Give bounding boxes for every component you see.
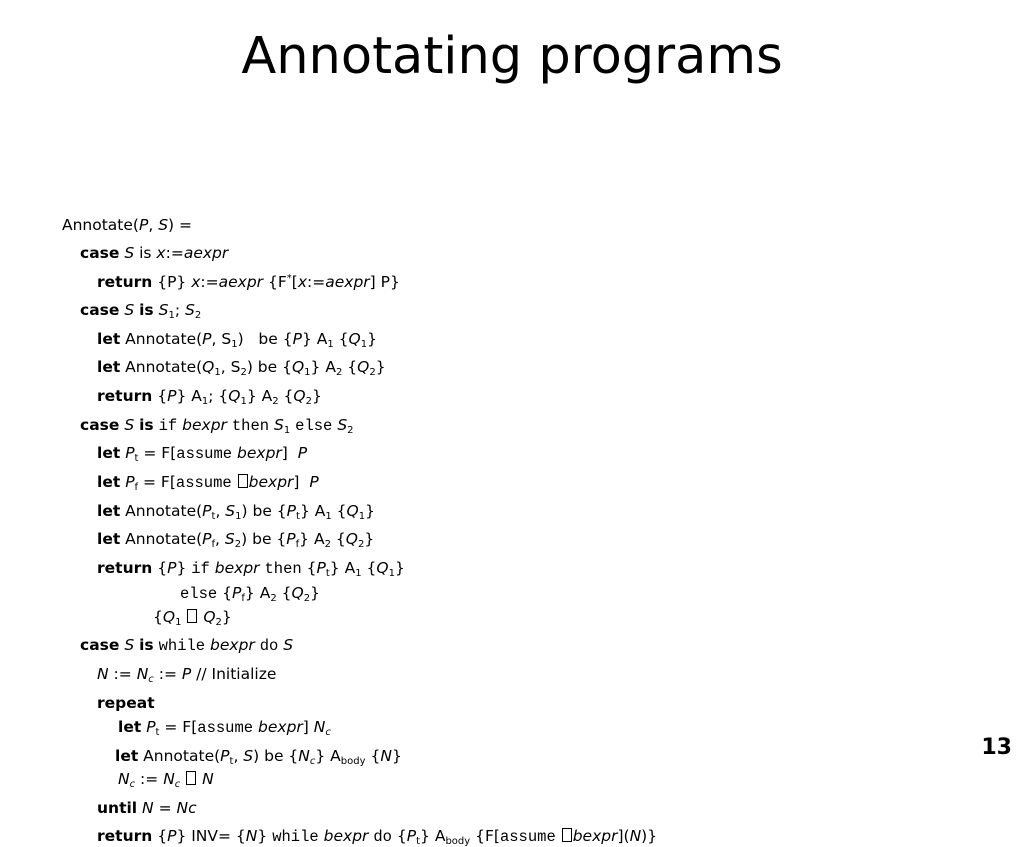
code-line-13: return {P} if bexpr then $\{P_t\}$ $A_1$ $\{Q_1\}$ (97, 559, 405, 579)
code-line-23: return {P} INV= {N} while bexpr do $\{P_t\}$ $A_{body}$ {F[assume bexpr](N)} (97, 827, 658, 847)
code-line-22: until N = Nc (97, 799, 197, 817)
code-line-14: else $\{P_f\}$ $A_2$ $\{Q_2\}$ (180, 584, 320, 604)
missing-glyph-icon (187, 609, 197, 623)
code-line-5: let Annotate(P, $S_1$) be {P} $A_1$ $\{Q_1\}$ (97, 330, 377, 350)
missing-glyph-icon (562, 828, 572, 842)
code-line-21: $N_c$ := $N_c$ N (118, 770, 214, 790)
code-line-9: let $P_t$ = F[assume bexpr] P (97, 444, 308, 464)
missing-glyph-icon (238, 474, 248, 488)
code-line-4: case S is $S_1$; $S_2$ (80, 301, 202, 321)
code-line-8: case S is if bexpr then $S_1$ else $S_2$ (80, 416, 354, 436)
code-line-6: let $Annotate(Q_1$, $S_2$) be $\{Q_1\}$ $A_2$ $\{Q_2\}$ (97, 358, 386, 378)
code-line-20: let $Annotate(P_t$, S) be $\{N_c\}$ $A_{body}$ {N} (115, 747, 402, 767)
code-line-19: let $P_t$ = F[assume bexpr] $N_c$ (118, 718, 331, 738)
code-line-12: let $Annotate(P_f$, $S_2$) be $\{P_f\}$ $A_2$ $\{Q_2\}$ (97, 530, 375, 550)
code-line-2: case S is x:=aexpr (80, 244, 229, 262)
code-line-18: repeat (97, 694, 155, 712)
code-line-17: N := $N_c$ := P // Initialize (97, 665, 277, 685)
page-number: 13 (981, 735, 1012, 760)
code-line-10: let $P_f$ = F[assume bexpr] P (97, 473, 319, 493)
code-line-16: case S is while bexpr do S (80, 636, 294, 655)
code-line-15: {$Q_1$ $Q_2$} (153, 608, 232, 628)
code-line-1: Annotate(P, S) = (62, 216, 193, 234)
code-line-11: let $Annotate(P_t$, $S_1$) be $\{P_t\}$ $A_1$ $\{Q_1\}$ (97, 502, 375, 522)
slide-title: Annotating programs (241, 27, 783, 86)
code-line-3: return {P} x:=aexpr {F*[x:=aexpr] P} (97, 273, 400, 291)
missing-glyph-icon (186, 771, 196, 785)
code-line-7: return {P} $A_1$; $\{Q_1\}$ $A_2$ $\{Q_2\}$ (97, 387, 322, 407)
